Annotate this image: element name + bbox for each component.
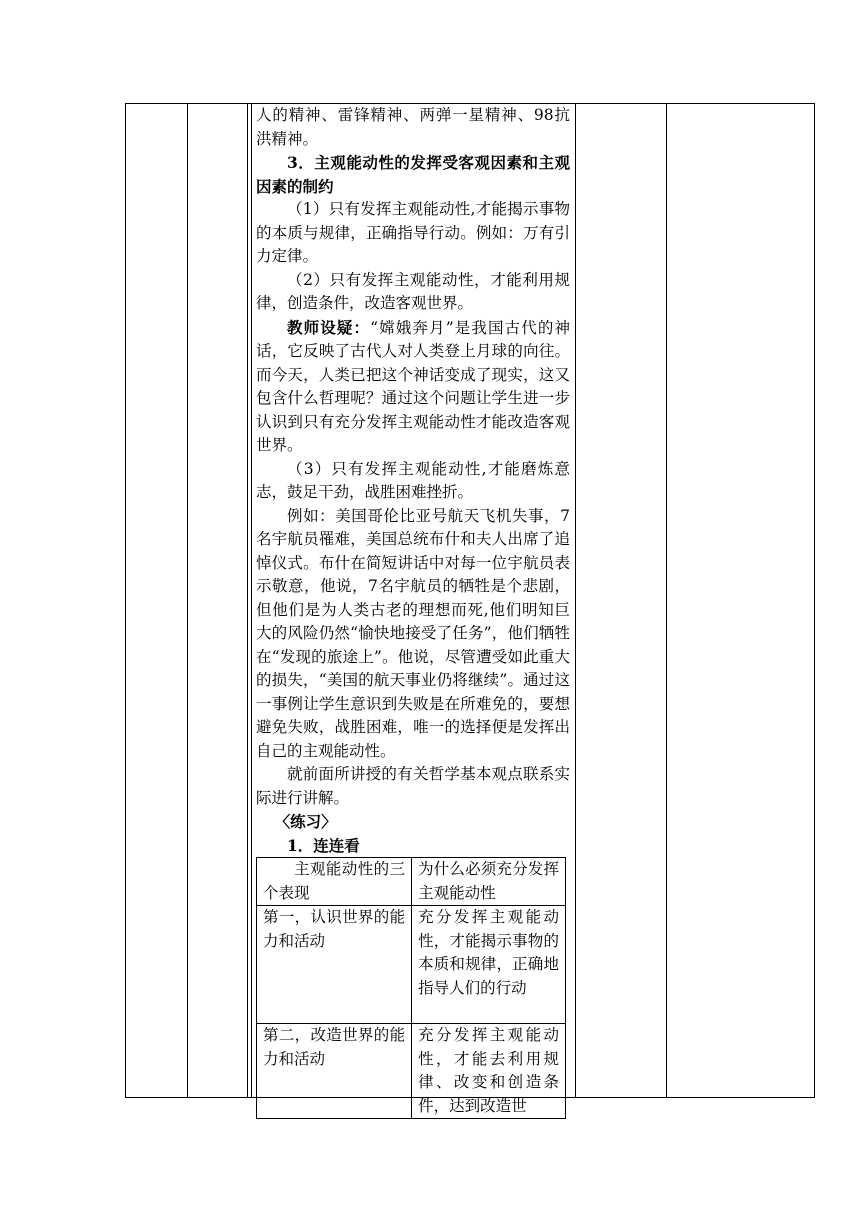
match-table [256,857,566,1119]
exercise-title: 1．连连看 [287,835,360,855]
header-col-1: 主观能动性的三个表现 [257,858,412,906]
paragraph-example: 例如：美国哥伦比亚号航天飞机失事，7名宇航员罹难，美国总统布什和夫人出席了追悼仪式。布什在简短讲话中对每一位宇航员表示敬意，他说，7名宇航员的牺牲是个悲剧，但他们是为人类古老的理想而死,他们明知巨大的风险仍然“愉快地接受了任务”，他们牺牲在“发现的旅途上”。他说，尽管遭受如此重大的损失，“美国的航天事业仍将继续”。通过这一事例让学生意识到失败是在所难免的，要想避免失败，战胜困难，唯一的选择便是发挥出自己的主观能动性。 [256,506,570,760]
column-divider-2 [247,103,248,1098]
teacher-question-lead: 教师设疑： [287,317,371,337]
paragraph-point-2: （2）只有发挥主观能动性，才能利用规律，创造条件，改造客观世界。 [256,270,570,312]
column-divider-4 [575,103,576,1098]
row-2-col-1: 第二，改造世界的能力和活动 [257,1024,412,1119]
lesson-content [256,104,570,1119]
table-row [257,1024,566,1119]
paragraph-summary: 就前面所讲授的有关哲学基本观点联系实际进行讲解。 [256,765,570,807]
teacher-question-text: “嫦娥奔月”是我国古代的神话，它反映了古代人对人类登上月球的向往。而今天，人类已把这个神话变成了现实，这又包含什么哲理呢？通过这个问题让学生进一步认识到只有充分发挥主观能动性才能改造客观世界。 [256,318,570,454]
column-divider-5 [666,103,667,1098]
column-divider-3 [251,103,252,1098]
match-table-header [257,858,566,906]
section-heading-3: 3．主观能动性的发挥受客观因素和主观因素的制约 [256,153,570,196]
paragraph-spirit: 人的精神、雷锋精神、两弹一星精神、98抗洪精神。 [256,106,570,148]
column-divider-1 [187,103,188,1098]
table-row [257,906,566,1024]
header-col-2: 为什么必须充分发挥主观能动性 [412,858,566,906]
row-1-col-2: 充分发挥主观能动性，才能揭示事物的本质和规律，正确地指导人们的行动 [412,906,566,1024]
row-2-col-2: 充分发挥主观能动性，才能去利用规律、改变和创造条件，达到改造世 [412,1024,566,1119]
paragraph-teacher-question [256,316,570,458]
paragraph-point-3: （3）只有发挥主观能动性,才能磨炼意志，鼓足干劲，战胜困难挫折。 [256,459,570,501]
paragraph-point-1: （1）只有发挥主观能动性,才能揭示事物的本质与规律，正确指导行动。例如：万有引力定律。 [256,200,570,265]
practice-heading: 〈练习〉 [274,812,337,831]
row-1-col-1: 第一，认识世界的能力和活动 [257,906,412,1024]
